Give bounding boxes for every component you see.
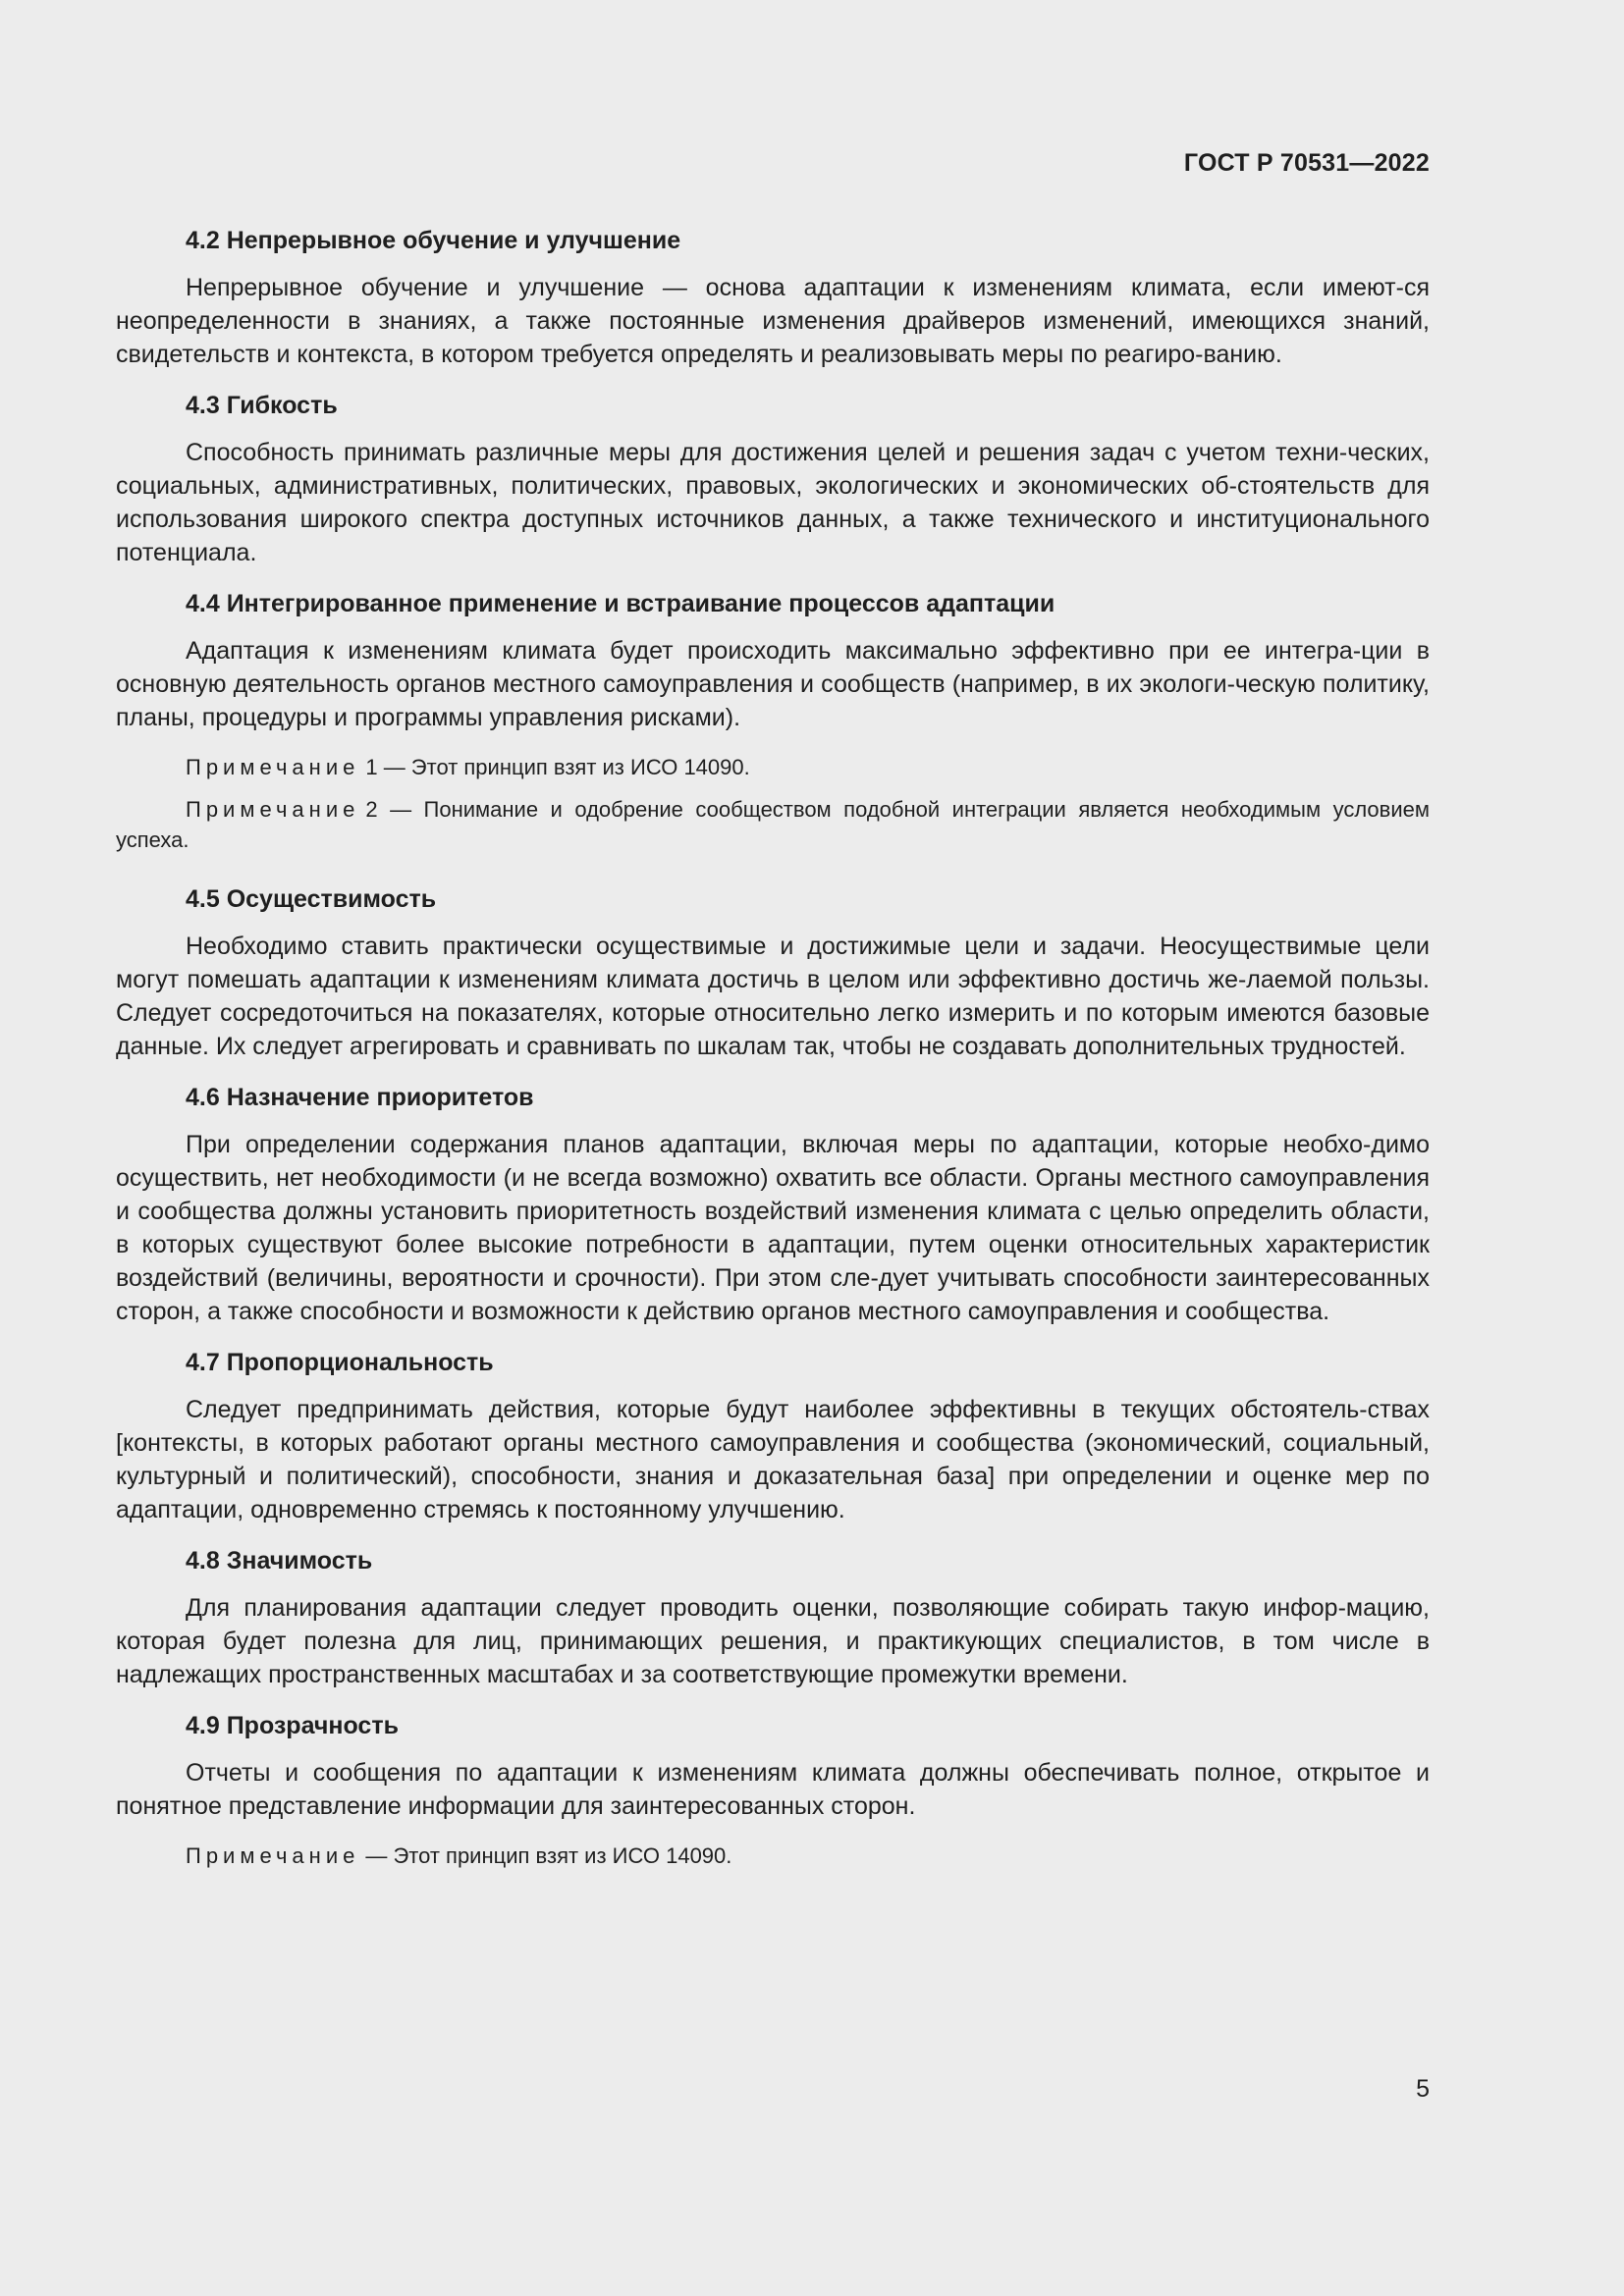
section-paragraph: Необходимо ставить практически осуществимые и достижимые цели и задачи. Неосуществимые цели могут помешать адаптации к изменениям климата достичь в целом или эффективно достичь же-лаемой пользы. Следует сосредоточиться на показателях, которые относительно легко измерить и по которым имеются базовые данные. Их следует агрегировать и сравнивать по шкалам так, чтобы не создавать дополнительных трудностей. [116,933,1430,1060]
section-heading: 4.2 Непрерывное обучение и улучшение [186,227,681,254]
section-paragraph: Непрерывное обучение и улучшение — основа адаптации к изменениям климата, если имеют-ся неопределенности в знаниях, а также постоянные изменения драйверов изменений, имеющихся знаний, свидетельств и контекста, в котором требуется определять и реализовывать меры по реагиро-ванию. [116,274,1430,368]
note-label: Примечание [186,755,360,779]
note-text: 2 — Понимание и одобрение сообществом подобной интеграции является необходимым условием успеха. [116,797,1430,852]
note [116,752,1430,782]
section-heading: 4.4 Интегрированное применение и встраивание процессов адаптации [186,590,1056,617]
section-heading: 4.6 Назначение приоритетов [186,1084,534,1111]
section-heading: 4.3 Гибкость [186,392,338,419]
section-paragraph: Способность принимать различные меры для достижения целей и решения задач с учетом техни-ческих, социальных, административных, политических, правовых, экологических и экономических об-стоятельств для использования широкого спектра доступных источников данных, а также технического и институционального потенциала. [116,439,1430,566]
section-paragraph: Отчеты и сообщения по адаптации к изменениям климата должны обеспечивать полное, открытое и понятное представление информации для заинтересованных сторон. [116,1759,1430,1820]
section-4-8 [116,1544,1430,1691]
section-4-5 [116,882,1430,1063]
section-paragraph: Следует предпринимать действия, которые будут наиболее эффективны в текущих обстоятель-ствах [контексты, в которых работают органы местного самоуправления и сообщества (экономический, социальный, культурный и политический), способности, знания и доказательная база] при определении и оценке мер по адаптации, одновременно стремясь к постоянному улучшению. [116,1396,1430,1523]
section-4-7 [116,1346,1430,1526]
section-heading: 4.7 Пропорциональность [186,1349,494,1376]
section-paragraph: При определении содержания планов адаптации, включая меры по адаптации, которые необхо-димо осуществить, нет необходимости (и не всегда возможно) охватить все области. Органы местного самоуправления и сообщества должны установить приоритетность воздействий изменения климата с целью определить области, в которых существуют более высокие потребности в адаптации, путем оценки относительных характеристик воздействий (величины, вероятности и срочности). При этом сле-дует учитывать способности заинтересованных сторон, а также способности и возможности к действию органов местного самоуправления и сообщества. [116,1131,1430,1325]
section-4-2 [116,224,1430,371]
note-label: Примечание [186,1843,360,1868]
note [116,794,1430,855]
section-4-3 [116,389,1430,569]
section-heading: 4.8 Значимость [186,1547,373,1575]
document-code: ГОСТ Р 70531—2022 [1183,149,1430,177]
section-4-9 [116,1709,1430,1871]
section-spacer [116,867,1430,882]
section-paragraph: Адаптация к изменениям климата будет происходить максимально эффективно при ее интегра-ции в основную деятельность органов местного самоуправления и сообществ (например, в их экологи-ческую политику, планы, процедуры и программы управления рисками). [116,637,1430,731]
section-4-4 [116,587,1430,882]
section-paragraph: Для планирования адаптации следует проводить оценки, позволяющие собирать такую инфор-мацию, которая будет полезна для лиц, принимающих решения, и практикующих специалистов, в том числе в надлежащих пространственных масштабах и за соответствующие промежутки времени. [116,1594,1430,1688]
note-text: 1 — Этот принцип взят из ИСО 14090. [365,755,750,779]
page-number: 5 [1416,2075,1430,2103]
section-heading: 4.5 Осуществимость [186,885,437,913]
note [116,1841,1430,1871]
section-heading: 4.9 Прозрачность [186,1712,399,1739]
document-body [116,224,1430,1883]
section-4-6 [116,1081,1430,1328]
note-label: Примечание [186,797,360,822]
note-text: — Этот принцип взят из ИСО 14090. [365,1843,732,1868]
